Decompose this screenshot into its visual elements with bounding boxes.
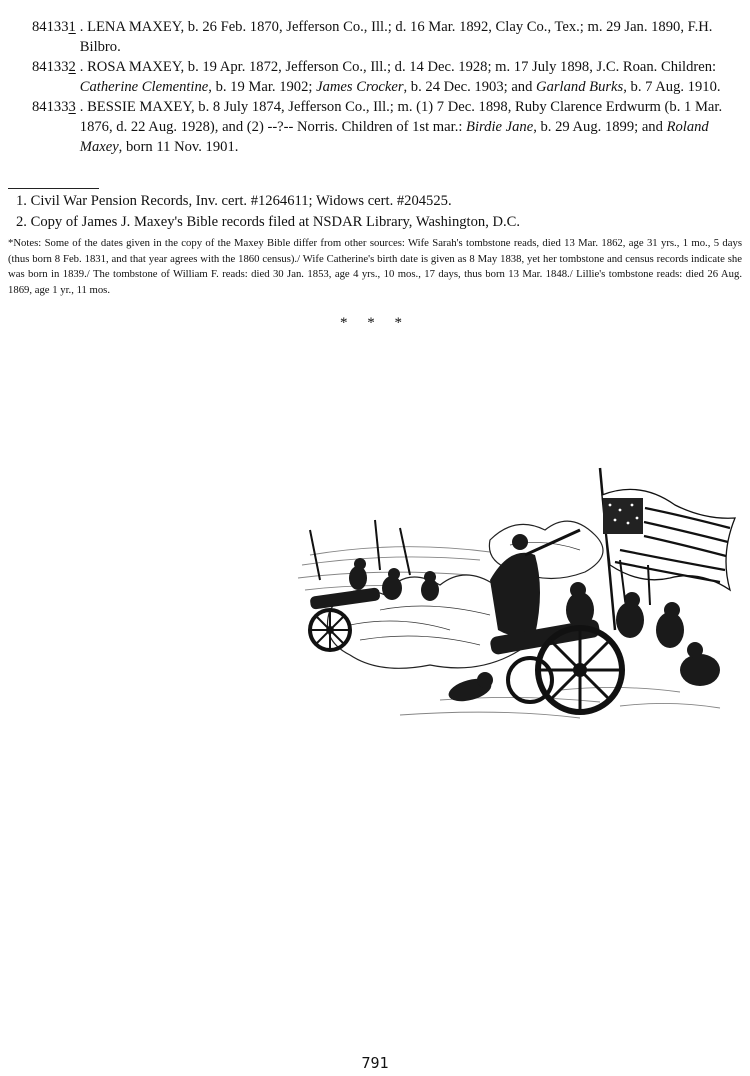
footnote-divider <box>8 188 99 189</box>
child-name: Roland Maxey <box>79 118 709 155</box>
footnote-1: 1. Civil War Pension Records, Inv. cert. #1264611; Widows cert. #204525. <box>16 193 452 209</box>
entry-text-segment: , born 11 Nov. 1901. <box>118 138 239 155</box>
entry-item <box>32 98 740 157</box>
entry-text-segment: , b. 7 Aug. 1910. <box>623 78 721 95</box>
entry-number: 841331 <box>32 19 76 35</box>
footnotes <box>16 191 740 232</box>
entry-text-segment: , b. 29 Aug. 1899; and <box>533 118 667 135</box>
entry-number: 841333 <box>32 99 76 116</box>
footnote-2: 2. Copy of James J. Maxey's Bible records filed at NSDAR Library, Washington, D.C. <box>16 213 521 230</box>
page-number: 791 <box>361 1054 389 1072</box>
entry-text-segment: , b. 19 Mar. 1902; <box>208 78 317 95</box>
entry-text-segment: . ROSA MAXEY, b. 19 Apr. 1872, Jefferson Co., Ill.; d. 14 Dec. 1928; m. 17 July 1898, J.C. Roan. Children: <box>79 59 717 76</box>
notes-paragraph: *Notes: Some of the dates given in the copy of the Maxey Bible differ from other sources: Wife Sarah's tombstone reads, died 13 Mar. 1862, age 31 yrs., 1 mo., 5 days (thus born 8 Feb. 1831, and that year agrees with the 1860 census)./ Wife Catherine's birth date is given as 8 May 1838, yet her tombstone and census records indicate she was born in 1839./ The tombstone of William F. reads: died 30 Jan. 1853, age 4 yrs., 10 mos., 17 days, thus born 13 Mar. 1848./ Lillie's tombstone reads: died 26 Aug. 1869, age 1 yr., 11 mos. <box>8 237 742 297</box>
child-name: James Crocker <box>316 78 404 95</box>
section-separator: * * * <box>340 315 410 331</box>
genealogy-entries <box>32 18 740 158</box>
child-name: Catherine Clementine <box>79 78 209 95</box>
entry-item <box>32 18 740 57</box>
child-name: Birdie Jane <box>466 118 534 135</box>
entry-text <box>80 58 740 97</box>
child-name: Garland Burks <box>536 78 624 95</box>
entry-number: 841332 <box>32 59 76 76</box>
entry-text-segment: , b. 24 Dec. 1903; and <box>403 78 537 95</box>
entry-text-segment: . LENA MAXEY, b. 26 Feb. 1870, Jefferson Co., Ill.; d. 16 Mar. 1892, Clay Co., Tex.; m. 29 Jan. 1890, F.H. Bilbro. <box>79 19 713 55</box>
entry-text <box>80 18 740 57</box>
entry-text-segment: . BESSIE MAXEY, b. 8 July 1874, Jefferson Co., Ill.; m. (1) 7 Dec. 1898, Ruby Clarence Erdwurm (b. 1 Mar. 1876, d. 22 Aug. 1928), and (2) --?-- Norris. Children of 1st mar.: <box>79 99 723 135</box>
entry-text <box>80 98 740 157</box>
entry-item <box>32 58 740 97</box>
civil-war-cannon-illustration <box>280 460 742 742</box>
